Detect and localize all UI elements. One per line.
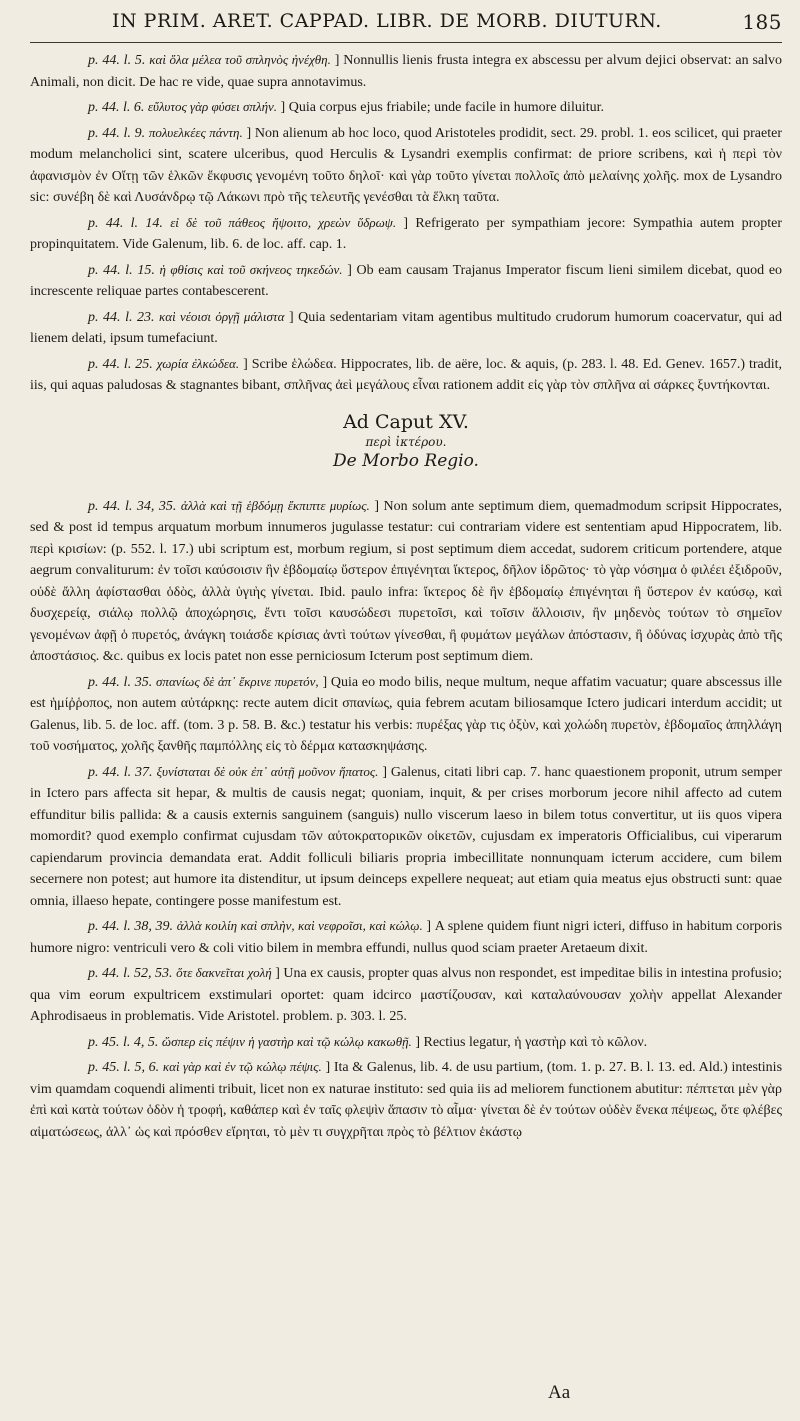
signature-mark: Aa — [548, 1382, 571, 1403]
note-reference: p. 45. l. 4, 5. — [88, 1034, 159, 1050]
greek-lemma: ὅτε δακνεῖται χολή — [176, 965, 272, 980]
note-reference: p. 44. l. 14. — [88, 215, 163, 231]
page-number: 185 — [742, 10, 782, 34]
greek-lemma: σπανίως δὲ ἀπ᾽ ἔκρινε πυρετόν, — [156, 673, 319, 689]
note-entry — [30, 49, 782, 93]
note-entry — [30, 96, 782, 119]
note-text: ] Quia eo modo bilis, neque multum, neque affatim vacuatur; quare abscessus ille est ἡμίῤῥοπος, non autem αὐτάρκης: recte autem dicit σπανίως, quia febrem acutam biliosamque Ictero judicari interdum accidit; ut Galenus, lib. 5. de loc. aff. (tom. 3 p. 58. B. &c.) testatur his verbis: πυρέξας γὰρ τις ὀξὺν, καὶ χολώδη πυρετὸν, ἑβδομαῖος ἀπηλλάγη τοῦ νοσήματος, χολῆς ξανθῆς παμπόλλης εἰς τὸ δέρμα κατασκηψάσης. — [30, 674, 783, 754]
note-text: ] Ita & Galenus, lib. 4. de usu partium, (tom. 1. p. 27. B. l. 13. ed. Ald.) intestinis vim quamdam coquendi alimenti tribuit, licet non ex naturae instituto: sed quia iis ad meliorem functionem abutitur: πέπτεται μὲν γὰρ ἐπὶ καὶ κατὰ τούτων ὁδὸν ἡ τροφή, καθάπερ καὶ ἐν ταῖς φλεψὶν ἅπασιν τὸ αἷμα· γίνεται δὲ ἐν τούτων οὐδὲν ἕνεκα πέψεως, ὅτε φλέβες αἱματώσεως, ἀλλ᾽ ὡς καὶ πρόσθεν εἴρηται, τὸ μὲν τι συγχρῆται πρὸς τὸ βέλτιον ἑκάστῳ — [30, 1060, 783, 1140]
note-reference: p. 44. l. 35. — [88, 674, 153, 690]
note-entry — [30, 306, 782, 350]
notes-chapter-xiv — [30, 49, 782, 397]
note-text: ] Non solum ante septimum diem, quemadmodum scripsit Hippocrates, sed & post id tempus arquatum morbum innumeros jugulasse testatur: cui contrariam videre est sententiam apud Hippocratem, lib. περὶ κρισίων: (p. 552. l. 17.) ubi scriptum est, morbum regium, si post septimum diem accedat, sudorem criticum portendere, atque aegrum convaliturum: ἐν τοῖσι καύσοισιν ἢν ἑβδομαίῳ ὕστερον ἐπιγένηται ἴκτερος, δῆλον ἱδρῶτος· τὸ γὰρ νόσημα ὁ φιλέει ἐξιδροῦν, οὐδὲ ἄλλη ἀφίστασθαι ὁδὸς, ἀλλὰ ὑγιὴς γίνεται. Ibid. paulo infra: ἴκτερος δὲ ἢν ἑβδομαίῳ ἐπιγένηται ἢ ὕστερον ἐν καύσῳ, καὶ δυσχερείᾳ, σιάλῳ πολλῷ ἀποχώρησις, ἔντι τοῖσι καυσώδεσι πυρετοῖσι, καὶ τοῖσιν ἄλλοισιν, ἢν μηδενὸς τούτων τὸ σημεῖον γενομένων ἀφῇ ὁ πυρετός, ἀνάγκη τοιάσδε κρίσιας ἀντὶ τούτων γίνεσθαι, ἢ φυμάτων μεγάλων ἀπόστασιν, ἢ ὀδύνας ἰσχυρὰς ἀπὸ τῆς ἀποστάσιος. &c. quibus ex locis patet non esse perniciosum Icterum post septimum diem. — [30, 498, 783, 664]
note-reference: p. 44. l. 6. — [88, 100, 145, 115]
note-entry — [30, 962, 782, 1028]
note-entry — [30, 761, 782, 913]
running-head — [30, 8, 782, 43]
note-text: ] Rectius legatur, ἡ γαστὴρ καὶ τὸ κῶλον. — [415, 1034, 648, 1050]
greek-lemma: καὶ γὰρ καὶ ἐν τῷ κώλῳ πέψις. — [162, 1059, 322, 1074]
greek-lemma: πολυελκέες πάντη. — [148, 124, 243, 140]
greek-heading: περὶ ἰκτέρου. — [365, 434, 447, 449]
greek-lemma: εὔλυτος γὰρ φύσει σπλήν. — [147, 99, 278, 114]
note-entry — [30, 1031, 782, 1054]
note-reference: p. 44. l. 23. — [88, 309, 155, 325]
note-reference: p. 44. l. 25. — [88, 356, 153, 372]
note-text: ] Ob eam causam Trajanus Imperator fiscum lieni similem dicebat, quod eo increscente reliquae partes contabescerent. — [30, 262, 783, 299]
note-reference: p. 45. l. 5, 6. — [88, 1060, 160, 1075]
note-text: ] Refrigerato per sympathiam jecore: Sympathia autem propter propinquitatem. Vide Galenum, lib. 6. de loc. aff. cap. 1. — [30, 215, 783, 252]
note-text: ] A splene quidem fiunt nigri icteri, diffuso in habitum corporis humore nigro: ventriculi vero & coli vitio bilem in membra effundi, nullus quod sciam praeter Aretaeum dixit. — [30, 919, 783, 956]
chapter-caption: Ad Caput XV. — [343, 410, 469, 433]
note-entry — [30, 259, 782, 303]
note-reference: p. 44. l. 37. — [88, 764, 153, 780]
note-reference: p. 44. l. 15. — [88, 262, 155, 278]
note-entry — [30, 122, 782, 209]
book-page — [30, 8, 782, 1413]
note-reference: p. 44. l. 52, 53. — [88, 966, 173, 981]
note-text: ] Galenus, citati libri cap. 7. hanc quaestionem proponit, utrum semper in Ictero pars affecta sit hepar, & multis de causis negat; quoniam, inquit, & per crises morborum jecore nihil affecto ad cutem effunditur bilis pallida: & a causis externis sanguinem (sanguis) nullo viscerum laeso in bilem totus convertitur, ut iis quos vipera momordit? quod exemplo confirmat cujusdam τῶν αὐτοκρατορικῶν οἰκετῶν, cujusdam ex imperatoris Officialibus, cui viperarum capiendarum provincia demandata erat. Addit folliculi biliaris propria imbecillitate nonnunquam icterum accidere, cum bilem secernere non potest; aut humore ita distenditur, ut ipsum deinceps expellere nequeat; aut etiam quia meatus ejus obstructi sunt: quae omnia, illaeso hepate, contingere posse manifestum est. — [30, 764, 782, 909]
note-entry — [30, 915, 782, 959]
note-reference: p. 44. l. 5. — [88, 53, 146, 68]
running-title: IN PRIM. ARET. CAPPAD. LIBR. DE MORB. DIUTURN. — [112, 10, 662, 32]
note-reference: p. 44. l. 38, 39. — [88, 919, 174, 934]
section-subtitle: De Morbo Regio. — [333, 450, 479, 471]
note-text: ] Quia sedentariam vitam agentibus multitudo crudorum humorum coacervatur, qui ad lienem delati, ipsum tumefaciunt. — [30, 309, 783, 346]
section-heading — [30, 411, 782, 471]
note-entry — [30, 671, 782, 758]
notes-chapter-xv — [30, 495, 782, 1144]
greek-lemma: καὶ νέοισι ὀργῇ μάλιστα — [159, 308, 285, 324]
greek-lemma: ἀλλὰ κοιλίη καὶ σπλὴν, καὶ νεφροῖσι, καὶ κώλῳ. — [176, 918, 423, 933]
note-entry — [30, 495, 782, 668]
greek-lemma: χωρία ἐλκώδεα. — [156, 355, 240, 371]
greek-lemma: ὥσπερ εἰς πέψιν ἡ γαστὴρ καὶ τῷ κώλῳ κακωθῇ. — [161, 1033, 412, 1049]
note-entry — [30, 353, 782, 397]
greek-lemma: εἰ δὲ τοῦ πάθεος ἥψοιτο, χρεὼν ὕδρωψ. — [170, 214, 397, 230]
note-text: ] Quia corpus ejus friabile; unde facile in humore diluitur. — [280, 100, 605, 115]
note-reference: p. 44. l. 9. — [88, 125, 146, 141]
note-entry — [30, 1056, 782, 1143]
note-entry — [30, 212, 782, 256]
note-text: ] Una ex causis, propter quas alvus non respondet, est impeditae bilis in intestina profusio; qua vim eorum expultricem exstimulari oportet: quam idcirco μαστίζουσαν, καὶ καταλαύνουσαν χολὴν appellat Alexander Aphrodisaeus in problematis. Vide Aristotel. problem. p. 303. l. 25. — [30, 966, 783, 1024]
note-text: ] Scribe ἑλώδεα. Hippocrates, lib. de aëre, loc. & aquis, (p. 283. l. 48. Ed. Genev. 1657.) tradit, iis, qui aquas paludosas & stagnantes bibant, σπλῆνας ἀεὶ μεγάλους εἶναι rationem addit εἰς γὰρ τὸν σπλῆνα αἱ σάρκες ξυντήκονται. — [30, 356, 783, 393]
greek-lemma: ἀλλὰ καὶ τῇ ἑβδόμῃ ἔκπιπτε μυρίως. — [180, 497, 370, 513]
greek-lemma: ξυνίσταται δὲ οὐκ ἐπ᾽ αὐτῇ μοῦνον ἥπατος. — [156, 763, 379, 779]
greek-lemma: καὶ ὅλα μέλεα τοῦ σπληνὸς ἠνέχθη. — [149, 52, 331, 67]
note-text: ] Nonnullis lienis frusta integra ex abscessu per alvum dejici observat: an salvo Animali, non dicit. De hac re vide, quae supra annotavimus. — [30, 53, 783, 90]
note-text: ] Non alienum ab hoc loco, quod Aristoteles prodidit, sect. 29. probl. 1. eos scilicet, qui praeter modum melancholici sint, scatere ulceribus, quod Herculis & Lysandri exemplis confirmat: de priore scribens, καὶ ἡ περὶ τὸν ἀφανισμὸν ἐν Οἴτῃ τῶν ἑλκῶν ἔκφυσις γενομένη τοῦτο δηλοῖ· καὶ γὰρ τοῦτο γίνεται πολλοῖς ἀπὸ μελαίνης χολῆς. mox de Lysandro sic: συνέβη δὲ καὶ Λυσάνδρῳ τῷ Λάκωνι πρὸ τῆς τελευτῆς γενέσθαι τὰ ἕλκη ταῦτα. — [30, 125, 782, 205]
note-reference: p. 44. l. 34, 35. — [88, 498, 177, 514]
greek-lemma: ἡ φθίσις καὶ τοῦ σκήνεος τηκεδών. — [159, 261, 343, 277]
